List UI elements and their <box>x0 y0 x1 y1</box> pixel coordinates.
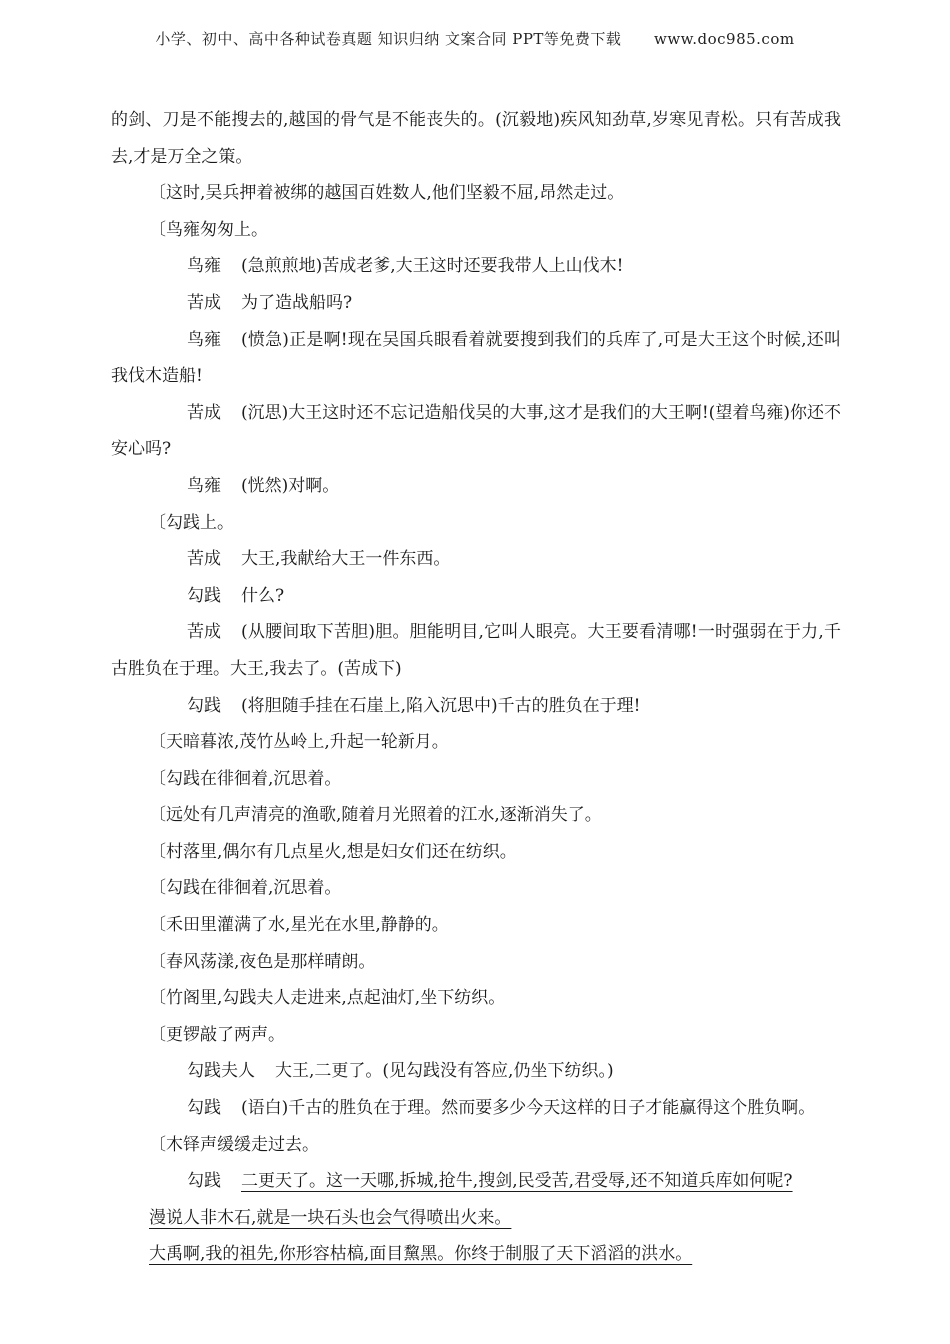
stage-direction: 〔木铎声缓缓走过去。 <box>149 1134 319 1155</box>
speech: (恍然)对啊。 <box>241 475 340 496</box>
speech: (语白)千古的胜负在于理。然而要多少今天这样的日子才能赢得这个胜负啊。 <box>241 1098 816 1119</box>
dialogue-line <box>111 541 841 578</box>
header-url: www.doc985.com <box>653 30 795 48</box>
speaker: 勾践夫人 <box>187 1061 255 1082</box>
speaker: 勾践 <box>187 1098 221 1119</box>
stage-direction: 〔竹阁里,勾践夫人走进来,点起油灯,坐下纺织。 <box>149 988 506 1009</box>
speaker: 勾践 <box>187 585 221 606</box>
speech: 大王,我献给大王一件东西。 <box>241 549 451 570</box>
dialogue-line <box>111 248 841 285</box>
speaker: 苦成 <box>187 292 221 313</box>
speech: (沉思)大王这时还不忘记造船伐吴的大事,这才是我们的大王啊!(望着鸟雍)你还不安心吗? <box>111 402 841 460</box>
dialogue-line <box>111 322 841 395</box>
speaker: 鸟雍 <box>187 329 221 350</box>
speaker: 鸟雍 <box>187 475 221 496</box>
dialogue-line <box>111 688 841 725</box>
verse-underlined: 漫说人非木石,就是一块石头也会气得喷出火来。 <box>149 1207 512 1228</box>
speech: (从腰间取下苦胆)胆。胆能明目,它叫人眼亮。大王要看清哪!一时强弱在于力,千古胜负在于理。大王,我去了。(苦成下) <box>111 622 841 679</box>
speech-underlined: 二更天了。这一天哪,拆城,抢牛,搜剑,民受苦,君受辱,还不知道兵库如何呢? <box>241 1171 793 1192</box>
stage-direction: 〔鸟雍匆匆上。 <box>149 219 268 240</box>
speech: 大王,二更了。(见勾践没有答应,仍坐下纺织。) <box>275 1061 614 1082</box>
stage-direction: 〔村落里,偶尔有几点星火,想是妇女们还在纺织。 <box>149 841 517 862</box>
dialogue-line <box>111 1053 841 1090</box>
speech: 为了造战船吗? <box>241 292 353 313</box>
speaker: 苦成 <box>187 402 221 423</box>
dialogue-line <box>111 1163 841 1200</box>
speaker: 勾践 <box>187 1171 221 1192</box>
stage-direction: 〔更锣敲了两声。 <box>149 1024 285 1045</box>
dialogue-line <box>111 1090 841 1127</box>
stage-direction: 〔勾践在徘徊着,沉思着。 <box>149 878 342 899</box>
paragraph: 的剑、刀是不能搜去的,越国的骨气是不能丧失的。(沉毅地)疾风知劲草,岁寒见青松。只有苦成我去,才是万全之策。 <box>111 110 841 167</box>
verse-line <box>111 1200 841 1237</box>
speaker: 鸟雍 <box>187 256 221 277</box>
stage-direction: 〔勾践在徘徊着,沉思着。 <box>149 768 342 789</box>
speaker: 苦成 <box>187 622 221 643</box>
document-body <box>111 102 841 1273</box>
verse-line <box>111 1236 841 1273</box>
stage-direction: 〔禾田里灌满了水,星光在水里,静静的。 <box>149 915 449 936</box>
speaker: 苦成 <box>187 549 221 570</box>
stage-direction: 〔远处有几声清亮的渔歌,随着月光照着的江水,逐渐消失了。 <box>149 805 602 826</box>
dialogue-line <box>111 395 841 468</box>
speech: (将胆随手挂在石崖上,陷入沉思中)千古的胜负在于理! <box>241 695 641 716</box>
dialogue-line <box>111 285 841 322</box>
page-header <box>0 28 950 49</box>
verse-underlined: 大禹啊,我的祖先,你形容枯槁,面目黧黑。你终于制服了天下滔滔的洪水。 <box>149 1244 693 1265</box>
stage-direction: 〔这时,吴兵押着被绑的越国百姓数人,他们坚毅不屈,昂然走过。 <box>149 183 625 204</box>
stage-direction: 〔勾践上。 <box>149 512 234 533</box>
dialogue-line <box>111 578 841 615</box>
speech: 什么? <box>241 585 285 606</box>
header-text: 小学、初中、高中各种试卷真题 知识归纳 文案合同 PPT等免费下载 <box>155 30 622 48</box>
speech: (愤急)正是啊!现在吴国兵眼看着就要搜到我们的兵库了,可是大王这个时候,还叫我伐木造船! <box>111 329 841 387</box>
dialogue-line <box>111 614 841 687</box>
dialogue-line <box>111 468 841 505</box>
speaker: 勾践 <box>187 695 221 716</box>
stage-direction: 〔天暗暮浓,茂竹丛岭上,升起一轮新月。 <box>149 732 449 753</box>
stage-direction: 〔春风荡漾,夜色是那样晴朗。 <box>149 951 376 972</box>
speech: (急煎煎地)苦成老爹,大王这时还要我带人上山伐木! <box>241 256 624 277</box>
